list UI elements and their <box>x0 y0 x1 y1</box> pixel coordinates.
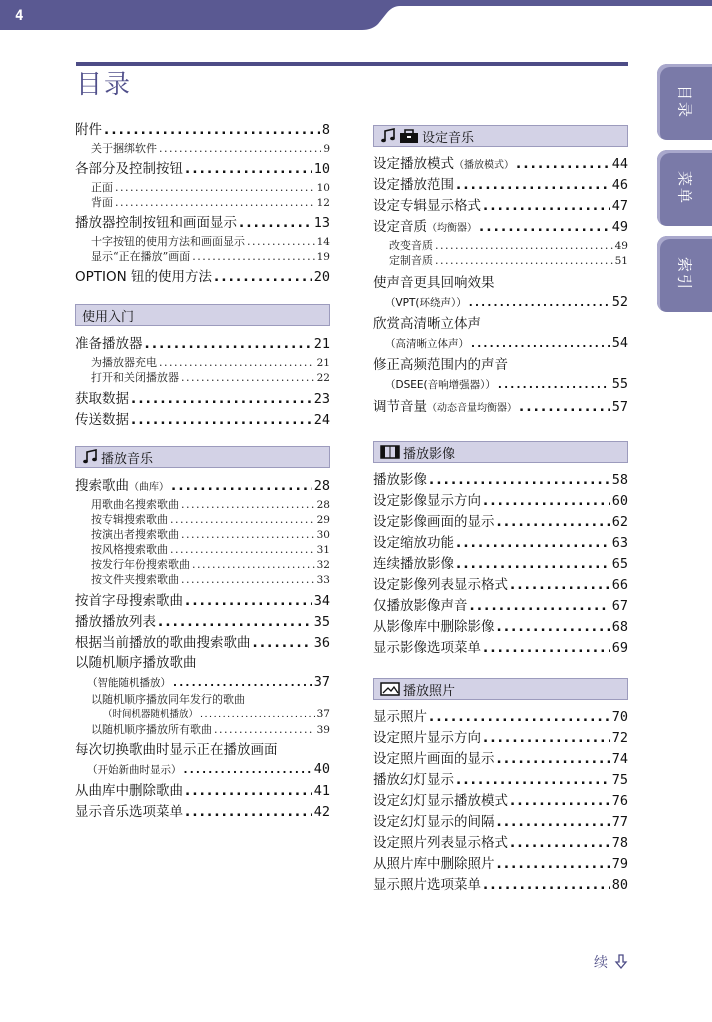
toc-entry[interactable]: 从照片库中删除照片 ..... 79 <box>373 854 628 875</box>
toc-subentry[interactable]: 背面 ..... 12 <box>75 195 330 210</box>
toc-entry[interactable]: 连续播放影像 ..... 65 <box>373 554 628 575</box>
title-rule <box>76 62 628 66</box>
toc-entry[interactable]: 设定音质（均衡器） ..... 49 <box>373 217 628 238</box>
toc-entry[interactable]: 显示影像选项菜单 ..... 69 <box>373 638 628 659</box>
toc-subentry[interactable]: 正面 ..... 10 <box>75 180 330 195</box>
toc-entry[interactable]: 从影像库中删除影像 ..... 68 <box>373 617 628 638</box>
toc-subentry[interactable]: 为播放器充电 ..... 21 <box>75 355 330 370</box>
toc-subentry[interactable]: 打开和关闭播放器 ..... 22 <box>75 370 330 385</box>
page-number: 4 <box>15 8 24 24</box>
tab-index-label: 索引 <box>675 256 693 292</box>
toc-entry[interactable]: 显示音乐选项菜单 ..... 42 <box>75 802 330 823</box>
tab-index[interactable] <box>657 236 712 312</box>
toc-entry[interactable]: 设定幻灯显示播放模式 ..... 76 <box>373 791 628 812</box>
toc-entry[interactable]: 设定播放范围 ..... 46 <box>373 175 628 196</box>
right-column <box>373 125 628 896</box>
photo-icon <box>380 682 400 696</box>
toc-entry[interactable]: 设定影像显示方向 ..... 60 <box>373 491 628 512</box>
toc-entry[interactable]: 设定缩放功能 ..... 63 <box>373 533 628 554</box>
toc-entry[interactable]: 设定照片显示方向 ..... 72 <box>373 728 628 749</box>
section-header-play-photos: 播放照片 <box>373 678 628 700</box>
toc-subentry[interactable]: 用歌曲名搜索歌曲 ..... 28 <box>75 497 330 512</box>
tab-menu-label: 菜单 <box>675 170 693 206</box>
toc-subentry[interactable]: 按风格搜索歌曲 ..... 31 <box>75 542 330 557</box>
toc-entry[interactable]: 仅播放影像声音 ..... 67 <box>373 596 628 617</box>
toc-entry[interactable]: 设定照片列表显示格式 ..... 78 <box>373 833 628 854</box>
toc-entry[interactable]: OPTION 钮的使用方法 ..... 20 <box>75 267 330 288</box>
toc-entry-heading[interactable]: 修正高频范围内的声音 <box>373 357 508 373</box>
toc-entry-continuation[interactable]: （开始新曲时显示） ..... 40 <box>75 760 330 779</box>
left-column <box>75 120 330 823</box>
page-title: 目录 <box>76 70 133 100</box>
top-banner <box>0 0 712 30</box>
toc-entry-continuation[interactable]: （高清晰立体声） ..... 54 <box>373 334 628 353</box>
toc-subentry[interactable]: 按文件夹搜索歌曲 ..... 33 <box>75 572 330 587</box>
toc-entry-heading[interactable]: 使声音更具回响效果 <box>373 275 495 291</box>
toc-entry[interactable]: 按首字母搜索歌曲 ..... 34 <box>75 591 330 612</box>
toc-entry[interactable]: 播放幻灯显示 ..... 75 <box>373 770 628 791</box>
toc-subentry[interactable]: 改变音质 ..... 49 <box>373 238 628 253</box>
toc-entry-continuation[interactable]: （DSEE(音响增强器）） ..... 55 <box>373 375 628 394</box>
toc-subentry[interactable]: 十字按钮的使用方法和画面显示 ..... 14 <box>75 234 330 249</box>
toc-entry[interactable]: 设定专辑显示格式 ..... 47 <box>373 196 628 217</box>
toc-entry[interactable]: 播放影像 ..... 58 <box>373 470 628 491</box>
toc-entry[interactable]: 设定播放模式（播放模式） ..... 44 <box>373 154 628 175</box>
toc-entry[interactable]: 播放器控制按钮和画面显示 ..... 13 <box>75 213 330 234</box>
toc-entry-continuation[interactable]: （VPT(环绕声）） ..... 52 <box>373 293 628 312</box>
toc-entry[interactable]: 获取数据 ..... 23 <box>75 389 330 410</box>
toc-entry-heading[interactable]: 以随机顺序播放歌曲 <box>75 655 197 671</box>
toc-entry[interactable]: 传送数据 ..... 24 <box>75 410 330 431</box>
toc-entry[interactable]: 设定照片画面的显示 ..... 74 <box>373 749 628 770</box>
music-note-icon <box>82 449 98 465</box>
toc-subentry[interactable]: 按演出者搜索歌曲 ..... 30 <box>75 527 330 542</box>
toc-entry-heading[interactable]: 欣赏高清晰立体声 <box>373 316 481 332</box>
tab-contents[interactable] <box>657 64 712 140</box>
section-header-play-video: 播放影像 <box>373 441 628 463</box>
toc-entry[interactable]: 设定幻灯显示的间隔 ..... 77 <box>373 812 628 833</box>
toc-subentry[interactable]: 以随机顺序播放所有歌曲 ..... 39 <box>75 722 330 737</box>
toc-subentry[interactable]: 按发行年份搜索歌曲 ..... 32 <box>75 557 330 572</box>
toc-entry[interactable]: 搜索歌曲（曲库） ..... 28 <box>75 476 330 497</box>
toc-entry[interactable]: 准备播放器 ..... 21 <box>75 334 330 355</box>
toc-entry[interactable]: 从曲库中删除歌曲 ..... 41 <box>75 781 330 802</box>
tab-contents-label: 目录 <box>675 84 693 120</box>
toc-subentry-heading[interactable]: 以随机顺序播放同年发行的歌曲 <box>91 693 245 706</box>
film-icon <box>380 445 400 459</box>
toc-subentry[interactable]: 关于捆绑软件 ..... 9 <box>75 141 330 156</box>
toc-entry[interactable]: 各部分及控制按钮 ..... 10 <box>75 159 330 180</box>
toc-subentry-continuation[interactable]: （时间机器随机播放） ..... 37 <box>75 707 330 722</box>
toc-subentry[interactable]: 按专辑搜索歌曲 ..... 29 <box>75 512 330 527</box>
toc-entry[interactable]: 播放播放列表 ..... 35 <box>75 612 330 633</box>
toc-entry[interactable]: 调节音量（动态音量均衡器） ..... 57 <box>373 397 628 418</box>
section-header-play-music: 播放音乐 <box>75 446 330 468</box>
continued-label: 续 <box>594 955 608 971</box>
tab-menu[interactable] <box>657 150 712 226</box>
continued-link[interactable] <box>594 952 628 972</box>
toc-entry[interactable]: 根据当前播放的歌曲搜索歌曲 ..... 36 <box>75 633 330 654</box>
toc-entry[interactable]: 附件 ..... 8 <box>75 120 330 141</box>
toc-entry-heading[interactable]: 每次切换歌曲时显示正在播放画面 <box>75 742 278 758</box>
section-header-getting-started: 使用入门 <box>75 304 330 326</box>
toc-entry-continuation[interactable]: （智能随机播放） ..... 37 <box>75 673 330 692</box>
toc-entry[interactable]: 显示照片选项菜单 ..... 80 <box>373 875 628 896</box>
toc-entry[interactable]: 设定影像列表显示格式 ..... 66 <box>373 575 628 596</box>
music-note-icon <box>380 128 396 144</box>
section-header-music-settings: 设定音乐 <box>373 125 628 147</box>
toc-entry[interactable]: 设定影像画面的显示 ..... 62 <box>373 512 628 533</box>
arrow-down-icon <box>614 954 628 970</box>
toolbox-icon <box>399 128 419 144</box>
toc-entry[interactable]: 显示照片 ..... 70 <box>373 707 628 728</box>
toc-subentry[interactable]: 定制音质 ..... 51 <box>373 253 628 268</box>
toc-subentry[interactable]: 显示“正在播放”画面 ..... 19 <box>75 249 330 264</box>
